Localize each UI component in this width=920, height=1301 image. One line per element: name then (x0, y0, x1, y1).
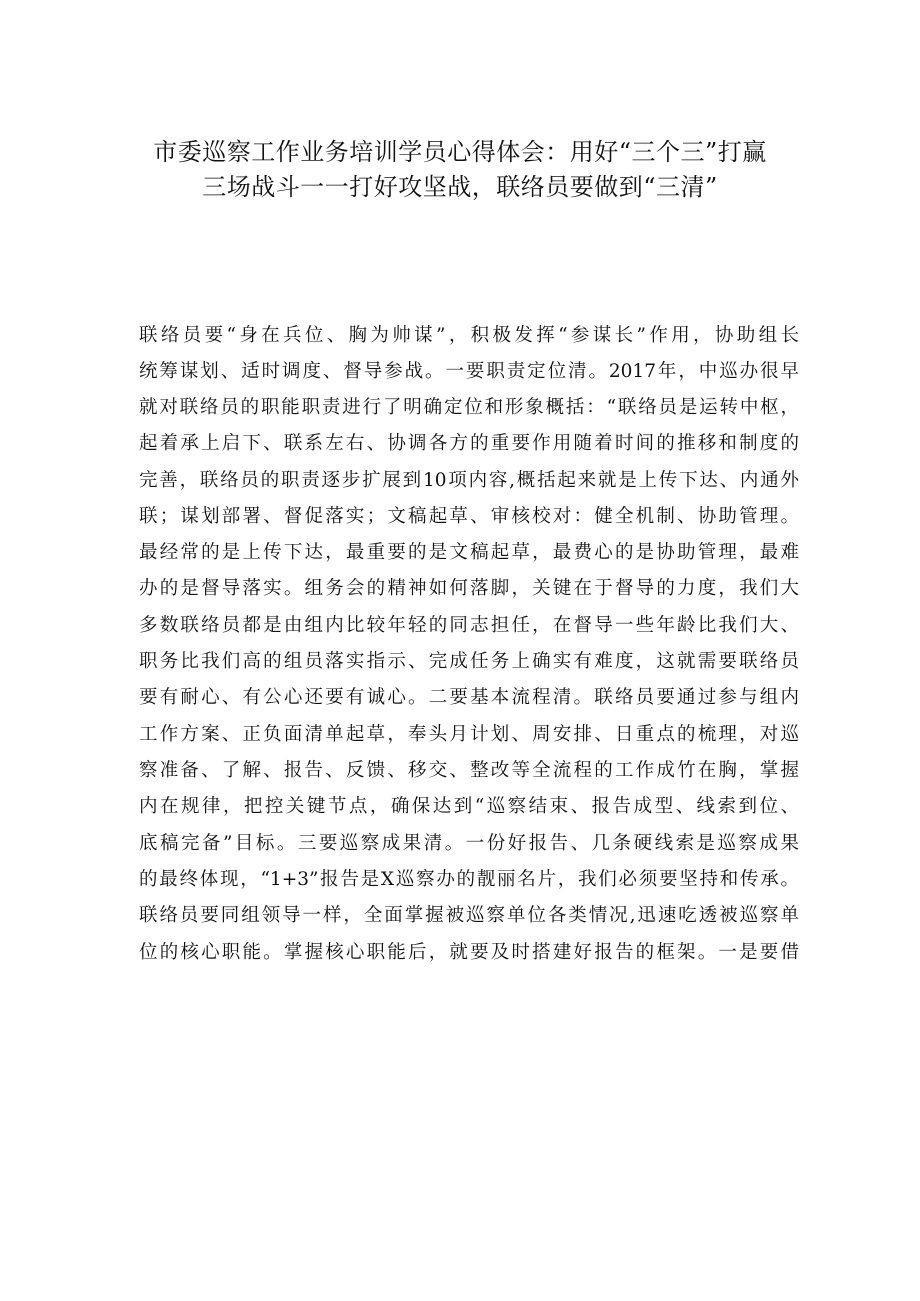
body-line: 办的是督导落实。组务会的精神如何落脚，关键在于督导的力度，我们大 (139, 578, 799, 599)
body-line: 联络员要“身在兵位、胸为帅谋”，积极发挥“参谋长”作用，协助组长 (139, 325, 799, 346)
body-line: 最经常的是上传下达，最重要的是文稿起草，最费心的是协助管理，最难 (139, 542, 799, 563)
body-line: 多数联络员都是由组内比较年轻的同志担任，在督导一些年龄比我们大、 (139, 615, 799, 636)
body-line: 职务比我们高的组员落实指示、完成任务上确实有难度，这就需要联络员 (139, 651, 799, 672)
body-line: 的最终体现，“1+3”报告是X巡察办的靓丽名片，我们必须要坚持和传承。 (139, 869, 799, 890)
body-line: 位的核心职能。掌握核心职能后，就要及时搭建好报告的框架。一是要借 (139, 942, 799, 963)
body-line: 完善，联络员的职责逐步扩展到10项内容,概括起来就是上传下达、内通外 (139, 470, 799, 491)
body-line: 察准备、了解、报告、反馈、移交、整改等全流程的工作成竹在胸，掌握 (139, 760, 799, 781)
body-line: 起着承上启下、联系左右、协调各方的重要作用随着时间的推移和制度的 (139, 433, 799, 454)
body-line: 就对联络员的职能职责进行了明确定位和形象概括：“联络员是运转中枢， (139, 397, 799, 418)
body-line: 底稿完备”目标。三要巡察成果清。一份好报告、几条硬线索是巡察成果 (139, 833, 799, 854)
document-title-line-1: 市委巡察工作业务培训学员心得体会：用好“三个三”打赢 (153, 138, 767, 166)
body-line: 统筹谋划、适时调度、督导参战。一要职责定位清。2017年，中巡办很早 (139, 361, 799, 382)
body-line: 联；谋划部署、督促落实；文稿起草、审核校对：健全机制、协助管理。 (139, 506, 799, 527)
body-line: 联络员要同组领导一样，全面掌握被巡察单位各类情况,迅速吃透被巡察单 (139, 905, 799, 926)
body-line: 工作方案、正负面清单起草，奉头月计划、周安排、日重点的梳理，对巡 (139, 724, 799, 745)
body-line: 要有耐心、有公心还要有诚心。二要基本流程清。联络员要通过参与组内 (139, 687, 799, 708)
document-title-line-2: 三场战斗一一打好攻坚战，联络员要做到“三清” (202, 173, 718, 201)
body-line: 内在规律，把控关键节点，确保达到“巡察结束、报告成型、线索到位、 (139, 796, 799, 817)
